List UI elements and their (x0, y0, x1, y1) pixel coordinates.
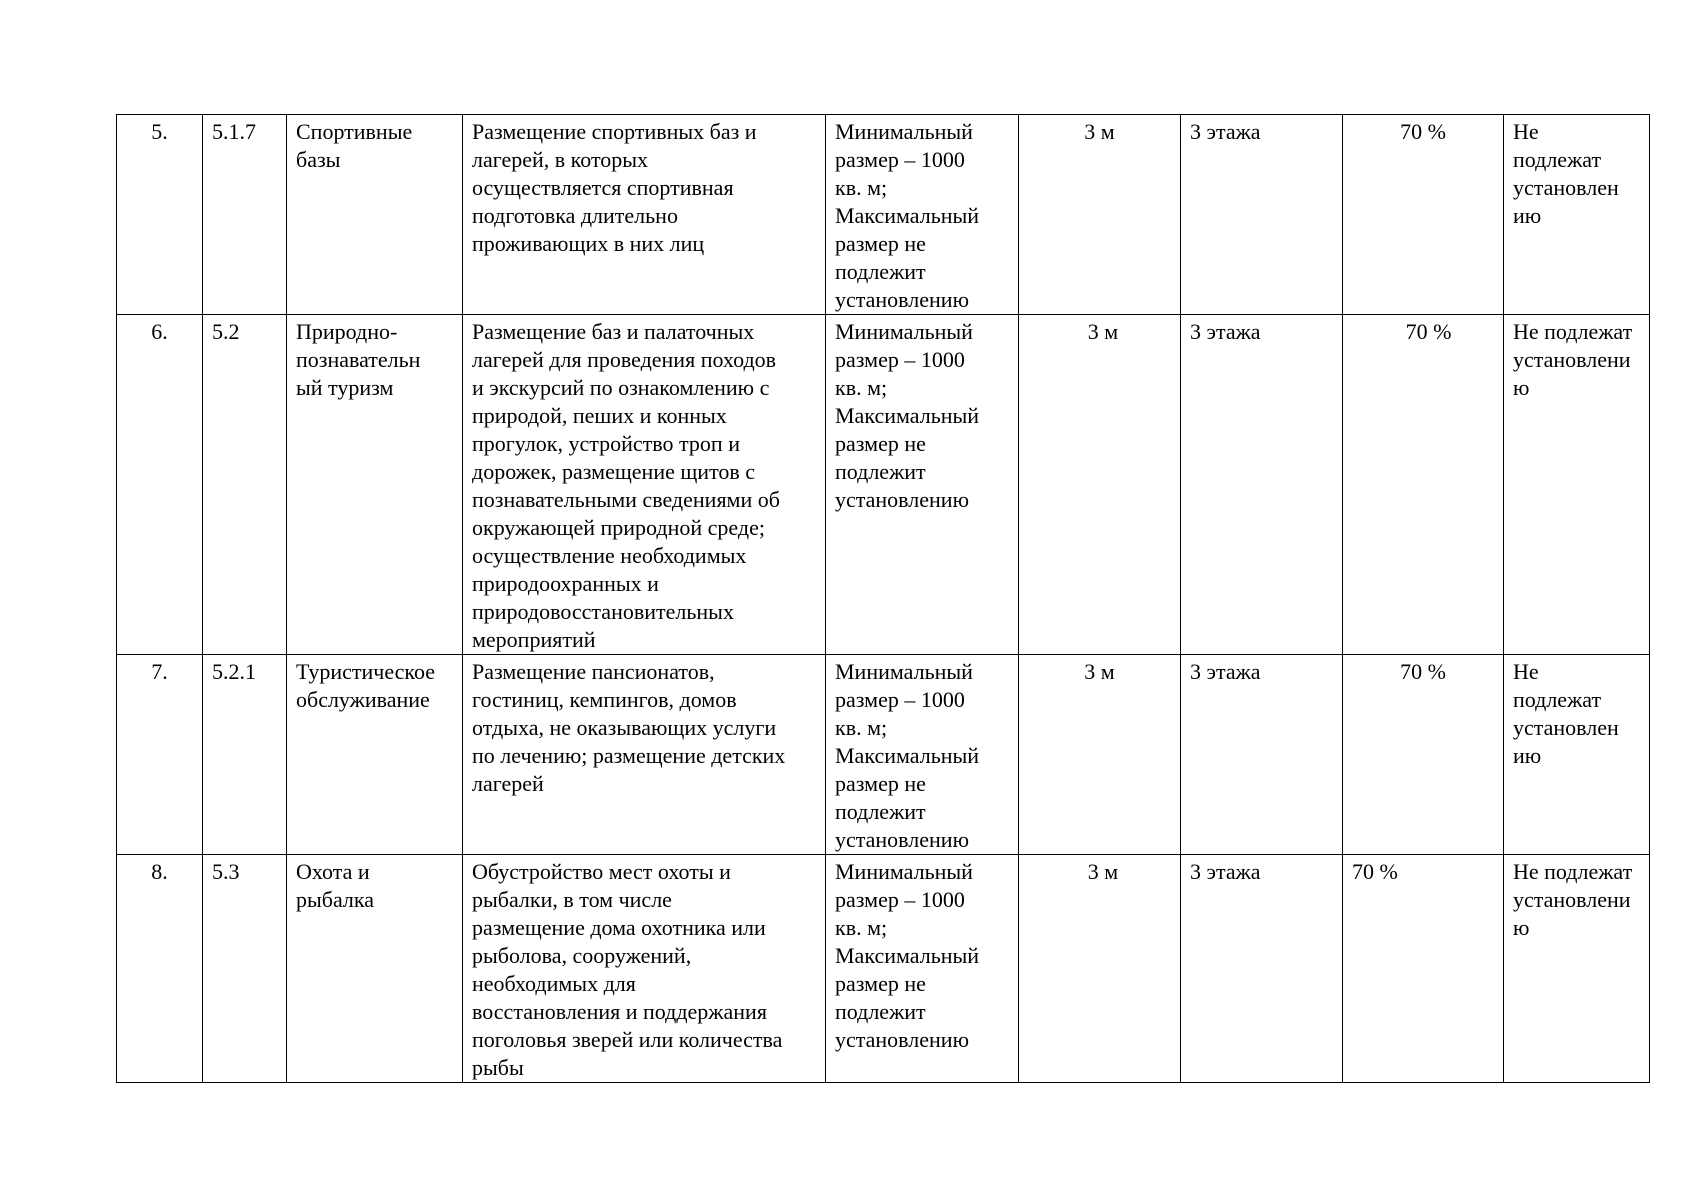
setback-cell: 3 м (1019, 655, 1181, 855)
floors-cell: 3 этажа (1181, 655, 1343, 855)
use-description-cell: Размещение спортивных баз и лагерей, в которых осуществляется спортивная подготовка длительно проживающих в них лиц (463, 115, 826, 315)
coverage-cell: 70 % (1343, 315, 1504, 655)
use-name-cell: Природно- познавательн ый туризм (287, 315, 463, 655)
use-name-cell: Охота и рыбалка (287, 855, 463, 1083)
plot-size-cell: Минимальный размер – 1000 кв. м; Максимальный размер не подлежит установлению (826, 655, 1019, 855)
floors-cell: 3 этажа (1181, 315, 1343, 655)
use-code-cell: 5.3 (203, 855, 287, 1083)
land-use-regulations-table (116, 114, 1650, 1083)
setback-cell: 3 м (1019, 115, 1181, 315)
other-params-cell: Не подлежат установлен ию (1504, 115, 1650, 315)
use-code-cell: 5.2.1 (203, 655, 287, 855)
other-params-cell: Не подлежат установлени ю (1504, 315, 1650, 655)
use-code-cell: 5.1.7 (203, 115, 287, 315)
row-number-cell: 7. (117, 655, 203, 855)
plot-size-cell: Минимальный размер – 1000 кв. м; Максимальный размер не подлежит установлению (826, 315, 1019, 655)
use-description-cell: Размещение баз и палаточных лагерей для проведения походов и экскурсий по ознакомлению с природой, пеших и конных прогулок, устройство троп и дорожек, размещение щитов с познавательными сведениями об окружающей природной среде; осуществление необходимых природоохранных и природовосстановительных мероприятий (463, 315, 826, 655)
other-params-cell: Не подлежат установлени ю (1504, 855, 1650, 1083)
coverage-cell: 70 % (1343, 655, 1504, 855)
use-name-cell: Спортивные базы (287, 115, 463, 315)
setback-cell: 3 м (1019, 315, 1181, 655)
table-row (117, 115, 1650, 315)
use-name-cell: Туристическое обслуживание (287, 655, 463, 855)
use-description-cell: Обустройство мест охоты и рыбалки, в том числе размещение дома охотника или рыболова, сооружений, необходимых для восстановления и поддержания поголовья зверей или количества рыбы (463, 855, 826, 1083)
coverage-cell: 70 % (1343, 115, 1504, 315)
coverage-cell: 70 % (1343, 855, 1504, 1083)
row-number-cell: 5. (117, 115, 203, 315)
plot-size-cell: Минимальный размер – 1000 кв. м; Максимальный размер не подлежит установлению (826, 115, 1019, 315)
use-description-cell: Размещение пансионатов, гостиниц, кемпингов, домов отдыха, не оказывающих услуги по лечению; размещение детских лагерей (463, 655, 826, 855)
table-row (117, 315, 1650, 655)
table-row (117, 655, 1650, 855)
use-code-cell: 5.2 (203, 315, 287, 655)
row-number-cell: 6. (117, 315, 203, 655)
floors-cell: 3 этажа (1181, 115, 1343, 315)
setback-cell: 3 м (1019, 855, 1181, 1083)
floors-cell: 3 этажа (1181, 855, 1343, 1083)
row-number-cell: 8. (117, 855, 203, 1083)
other-params-cell: Не подлежат установлен ию (1504, 655, 1650, 855)
plot-size-cell: Минимальный размер – 1000 кв. м; Максимальный размер не подлежит установлению (826, 855, 1019, 1083)
table-row (117, 855, 1650, 1083)
